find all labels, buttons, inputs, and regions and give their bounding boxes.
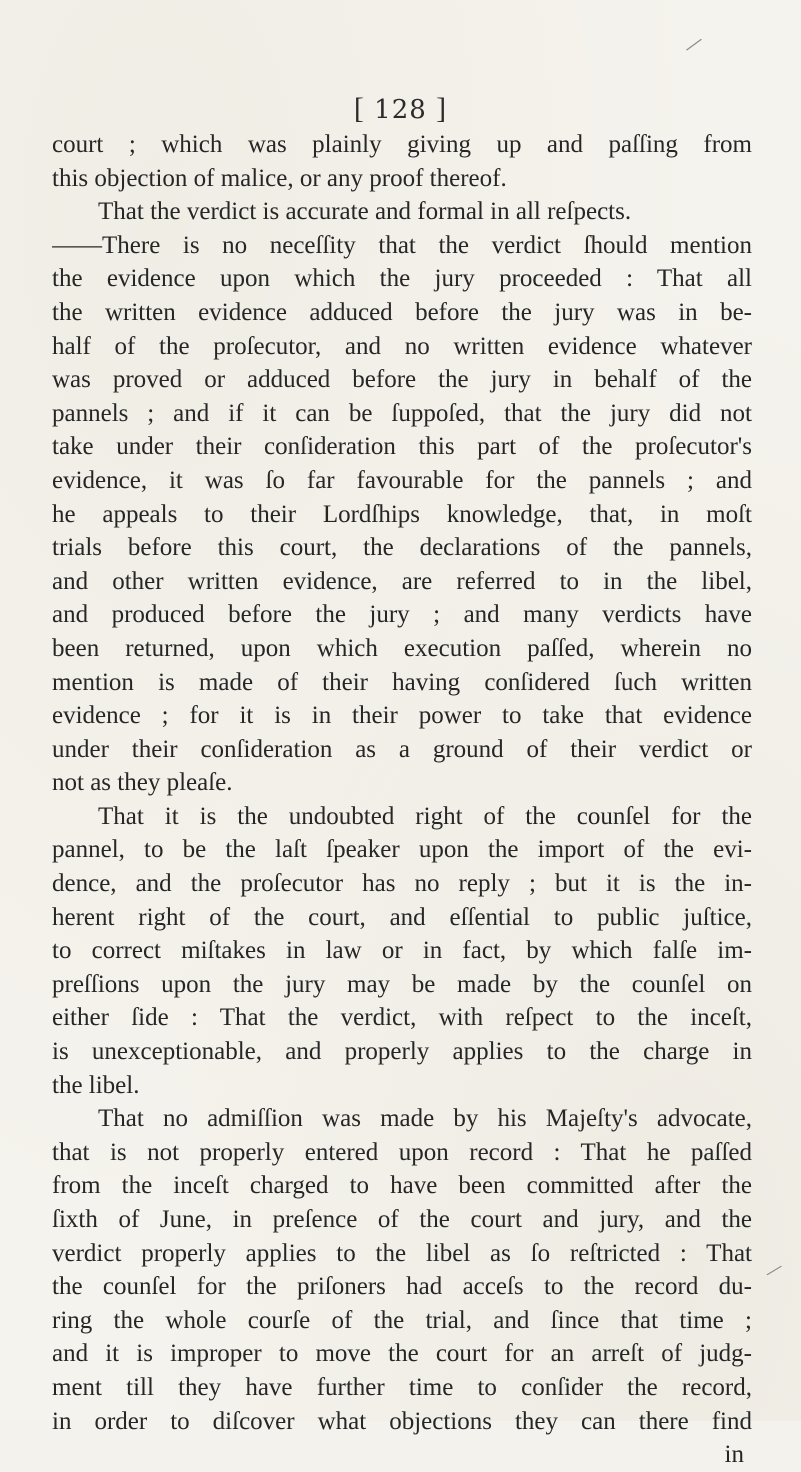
text-line: is unexceptionable, and properly applies to the charge in — [52, 1038, 752, 1066]
text-line: ſixth of June, in preſence of the court and jury, and the — [52, 1206, 752, 1233]
text-line: That no admiſſion was made by his Majeſty's advocate, — [98, 1105, 752, 1133]
text-line: and produced before the jury ; and many verdicts have — [52, 601, 752, 629]
text-line: from the inceſt charged to have been committed after the — [52, 1172, 752, 1200]
page-number-header — [0, 92, 801, 126]
text-line: evidence ; for it is in their power to take that evidence — [52, 702, 752, 730]
text-line: That it is the undoubted right of the counſel for the — [98, 802, 752, 830]
text-line: under their conſideration as a ground of their verdict or — [52, 735, 752, 763]
text-line: ment till they have further time to conſider the record, — [52, 1373, 752, 1401]
text-line: he appeals to their Lordſhips knowledge, that, in moſt — [52, 500, 752, 528]
text-line: trials before this court, the declarations of the pannels, — [52, 534, 752, 562]
text-line: to correct miſtakes in law or in fact, by which falſe im- — [52, 937, 752, 965]
bracket-open: [ — [353, 92, 365, 125]
ink-mark: / — [762, 1259, 785, 1284]
text-line: either ſide : That the verdict, with reſpect to the inceſt, — [52, 1004, 752, 1032]
text-line: preſſions upon the jury may be made by the counſel on — [52, 970, 752, 998]
text-line: not as they pleaſe. — [52, 769, 233, 797]
text-line: verdict properly applies to the libel as ſo reſtricted : That — [52, 1239, 752, 1267]
text-line: this objection of malice, or any proof thereof. — [52, 164, 507, 192]
ink-mark: / — [682, 30, 706, 59]
text-line: that is not properly entered upon record : That he paſſed — [52, 1138, 752, 1166]
text-line: That the verdict is accurate and formal in all reſpects. — [98, 198, 632, 226]
text-line: dence, and the proſecutor has no reply ; but it is the in- — [52, 870, 752, 898]
text-line: herent right of the court, and eſſential to public juſtice, — [52, 903, 752, 931]
text-line: ——There is no neceſſity that the verdict ſhould mention — [52, 231, 752, 259]
text-line: take under their conſideration this part of the proſecutor's — [52, 433, 752, 461]
text-line: and it is improper to move the court for an arreſt of judg- — [52, 1340, 752, 1368]
text-line: half of the proſecutor, and no written evidence whatever — [52, 332, 752, 360]
text-line: pannels ; and if it can be ſuppoſed, that the jury did not — [52, 399, 752, 427]
text-line: was proved or adduced before the jury in behalf of the — [52, 366, 752, 394]
text-line: and other written evidence, are referred to in the libel, — [52, 567, 752, 595]
text-line: ring the whole courſe of the trial, and ſince that time ; — [52, 1306, 752, 1334]
body-text — [52, 128, 752, 1472]
text-line: been returned, upon which execution paſſed, wherein no — [52, 634, 752, 662]
text-line: the libel. — [52, 1071, 140, 1099]
text-line: evidence, it was ſo far favourable for the pannels ; and — [52, 466, 752, 494]
catchword: in — [724, 1441, 744, 1469]
page-number: 128 — [374, 95, 427, 125]
text-line: the counſel for the priſoners had acceſs to the record du- — [52, 1273, 752, 1301]
text-line: court ; which was plainly giving up and paſſing from — [52, 131, 752, 158]
text-line: the evidence upon which the jury proceeded : That all — [52, 265, 752, 293]
text-line: in order to diſcover what objections they can there find — [52, 1407, 752, 1435]
bracket-close: ] — [436, 92, 448, 125]
text-line: mention is made of their having conſidered ſuch written — [52, 668, 752, 696]
text-line: pannel, to be the laſt ſpeaker upon the import of the evi- — [52, 836, 752, 864]
text-line: the written evidence adduced before the jury was in be- — [52, 298, 752, 326]
